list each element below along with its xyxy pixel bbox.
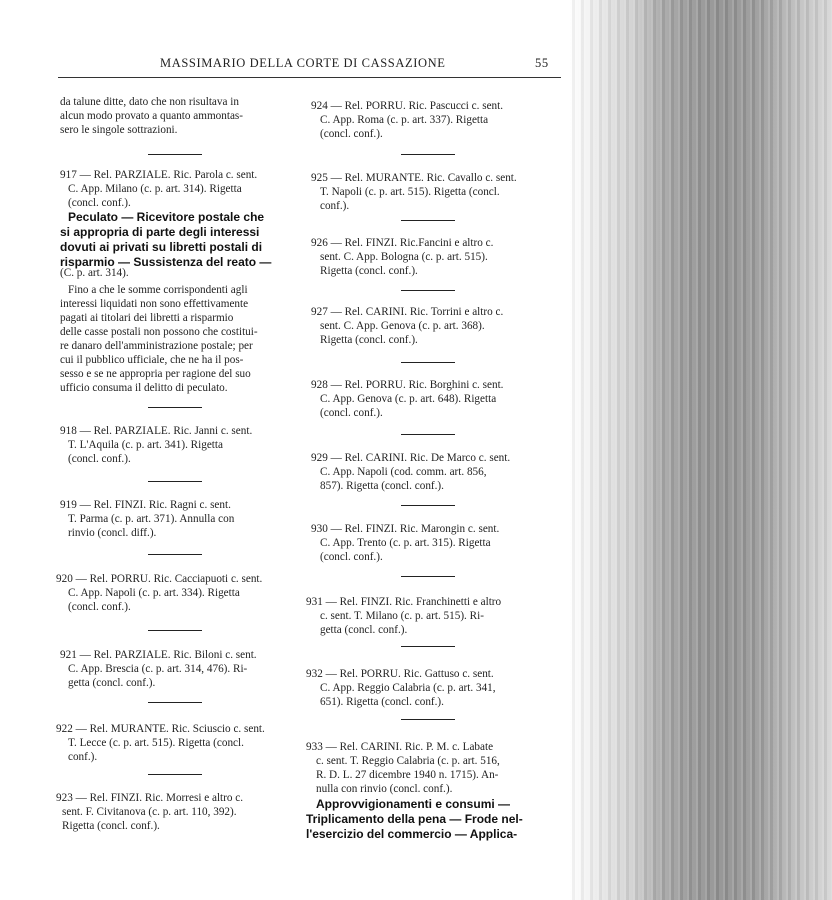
entry-917-text: interessi liquidati non sono effettivamente	[60, 298, 249, 310]
entry-918-line: T. L'Aquila (c. p. art. 341). Rigetta	[68, 439, 223, 451]
entry-926-line: 926 — Rel. FINZI. Ric.Fancini e altro c.	[311, 237, 494, 249]
entry-932-line: C. App. Reggio Calabria (c. p. art. 341,	[320, 682, 496, 694]
entry-927-line: sent. C. App. Genova (c. p. art. 368).	[320, 320, 485, 332]
entry-921-line: getta (concl. conf.).	[68, 677, 156, 689]
entry-933-heading: l'esercizio del commercio — Applica-	[306, 827, 518, 841]
entry-931-line: 931 — Rel. FINZI. Ric. Franchinetti e altro	[306, 596, 502, 608]
running-header-title: MASSIMARIO DELLA CORTE DI CASSAZIONE	[160, 56, 446, 70]
entry-933-line: R. D. L. 27 dicembre 1940 n. 1715). An-	[316, 769, 499, 781]
entry-917-heading: dovuti ai privati su libretti postali di	[60, 240, 263, 254]
entry-932-line: 651). Rigetta (concl. conf.).	[320, 696, 444, 708]
entry-925-line: T. Napoli (c. p. art. 515). Rigetta (concl.	[320, 186, 500, 198]
entry-928-line: C. App. Genova (c. p. art. 648). Rigetta	[320, 393, 497, 405]
entry-920-line: (concl. conf.).	[68, 601, 131, 613]
entry-930-line: 930 — Rel. FINZI. Ric. Marongin c. sent.	[311, 523, 500, 535]
entry-929-line: 929 — Rel. CARINI. Ric. De Marco c. sent.	[311, 452, 511, 464]
entry-924-line: C. App. Roma (c. p. art. 337). Rigetta	[320, 114, 489, 126]
intro-line: alcun modo provato a quanto ammontas-	[60, 110, 243, 122]
entry-917-line: 917 — Rel. PARZIALE. Ric. Parola c. sent.	[60, 169, 258, 181]
entry-929-line: 857). Rigetta (concl. conf.).	[320, 480, 444, 492]
entry-922-line: conf.).	[68, 751, 98, 763]
entry-923-line: Rigetta (concl. conf.).	[62, 820, 160, 832]
separator-rule	[148, 702, 202, 703]
entry-928-line: (concl. conf.).	[320, 407, 383, 419]
separator-rule	[148, 154, 202, 155]
entry-932-line: 932 — Rel. PORRU. Ric. Gattuso c. sent.	[306, 668, 494, 680]
entry-917-text: delle casse postali non possono che costitui-	[60, 326, 258, 338]
separator-rule	[401, 220, 455, 221]
entry-933-line: nulla con rinvio (concl. conf.).	[316, 783, 453, 795]
entry-930-line: C. App. Trento (c. p. art. 315). Rigetta	[320, 537, 491, 549]
entry-922-line: 922 — Rel. MURANTE. Ric. Sciuscio c. sent.	[56, 723, 265, 735]
entry-917-heading: risparmio — Sussistenza del reato —	[60, 255, 272, 269]
separator-rule	[401, 362, 455, 363]
entry-924-line: 924 — Rel. PORRU. Ric. Pascucci c. sent.	[311, 100, 504, 112]
entry-925-line: conf.).	[320, 200, 350, 212]
entry-933-line: 933 — Rel. CARINI. Ric. P. M. c. Labate	[306, 741, 494, 753]
intro-line: sero le singole sottrazioni.	[60, 124, 178, 136]
entry-928-line: 928 — Rel. PORRU. Ric. Borghini c. sent.	[311, 379, 504, 391]
entry-917-heading-ref: (C. p. art. 314).	[60, 267, 129, 279]
page-number: 55	[535, 56, 549, 70]
separator-rule	[148, 774, 202, 775]
entry-919-line: rinvio (concl. diff.).	[68, 527, 157, 539]
entry-917-text: re danaro dell'amministrazione postale; per	[60, 340, 253, 352]
entry-926-line: sent. C. App. Bologna (c. p. art. 515).	[320, 251, 488, 263]
entry-931-line: getta (concl. conf.).	[320, 624, 408, 636]
separator-rule	[148, 407, 202, 408]
separator-rule	[401, 646, 455, 647]
header-rule	[58, 77, 561, 78]
entry-919-line: 919 — Rel. FINZI. Ric. Ragni c. sent.	[60, 499, 231, 511]
page-gutter-shadow	[570, 0, 832, 900]
entry-933-heading: Approvvigionamenti e consumi —	[316, 797, 511, 811]
entry-931-line: c. sent. T. Milano (c. p. art. 515). Ri-	[320, 610, 484, 622]
entry-918-line: (concl. conf.).	[68, 453, 131, 465]
entry-917-heading: si appropria di parte degli interessi	[60, 225, 260, 239]
entry-930-line: (concl. conf.).	[320, 551, 383, 563]
entry-923-line: sent. F. Civitanova (c. p. art. 110, 392).	[62, 806, 237, 818]
separator-rule	[401, 576, 455, 577]
separator-rule	[148, 481, 202, 482]
entry-927-line: 927 — Rel. CARINI. Ric. Torrini e altro c.	[311, 306, 504, 318]
entry-917-text: Fino a che le somme corrispondenti agli	[68, 284, 248, 296]
entry-921-line: C. App. Brescia (c. p. art. 314, 476). Ri-	[68, 663, 248, 675]
entry-921-line: 921 — Rel. PARZIALE. Ric. Biloni c. sent.	[60, 649, 257, 661]
entry-924-line: (concl. conf.).	[320, 128, 383, 140]
entry-917-line: (concl. conf.).	[68, 197, 131, 209]
entry-920-line: 920 — Rel. PORRU. Ric. Cacciapuoti c. sent.	[56, 573, 263, 585]
separator-rule	[401, 505, 455, 506]
entry-918-line: 918 — Rel. PARZIALE. Ric. Janni c. sent.	[60, 425, 253, 437]
entry-927-line: Rigetta (concl. conf.).	[320, 334, 418, 346]
entry-920-line: C. App. Napoli (c. p. art. 334). Rigetta	[68, 587, 240, 599]
entry-917-text: sesso e se ne appropria per ragione del suo	[60, 368, 251, 380]
separator-rule	[148, 554, 202, 555]
entry-917-text: ufficio consuma il delitto di peculato.	[60, 382, 228, 394]
entry-933-line: c. sent. T. Reggio Calabria (c. p. art. 516,	[316, 755, 500, 767]
entry-923-line: 923 — Rel. FINZI. Ric. Morresi e altro c.	[56, 792, 244, 804]
separator-rule	[401, 290, 455, 291]
separator-rule	[401, 154, 455, 155]
entry-917-line: C. App. Milano (c. p. art. 314). Rigetta	[68, 183, 242, 195]
entry-922-line: T. Lecce (c. p. art. 515). Rigetta (concl.	[68, 737, 244, 749]
intro-line: da talune ditte, dato che non risultava in	[60, 96, 239, 108]
entry-929-line: C. App. Napoli (cod. comm. art. 856,	[320, 466, 487, 478]
entry-917-heading: Peculato — Ricevitore postale che	[68, 210, 265, 224]
separator-rule	[401, 434, 455, 435]
separator-rule	[148, 630, 202, 631]
entry-917-text: pagati ai titolari dei libretti a risparmio	[60, 312, 234, 324]
separator-rule	[401, 719, 455, 720]
entry-933-heading: Triplicamento della pena — Frode nel-	[306, 812, 523, 826]
entry-926-line: Rigetta (concl. conf.).	[320, 265, 418, 277]
entry-919-line: T. Parma (c. p. art. 371). Annulla con	[68, 513, 235, 525]
entry-917-text: cui il pubblico ufficiale, che ne ha il pos-	[60, 354, 244, 366]
entry-925-line: 925 — Rel. MURANTE. Ric. Cavallo c. sent.	[311, 172, 517, 184]
